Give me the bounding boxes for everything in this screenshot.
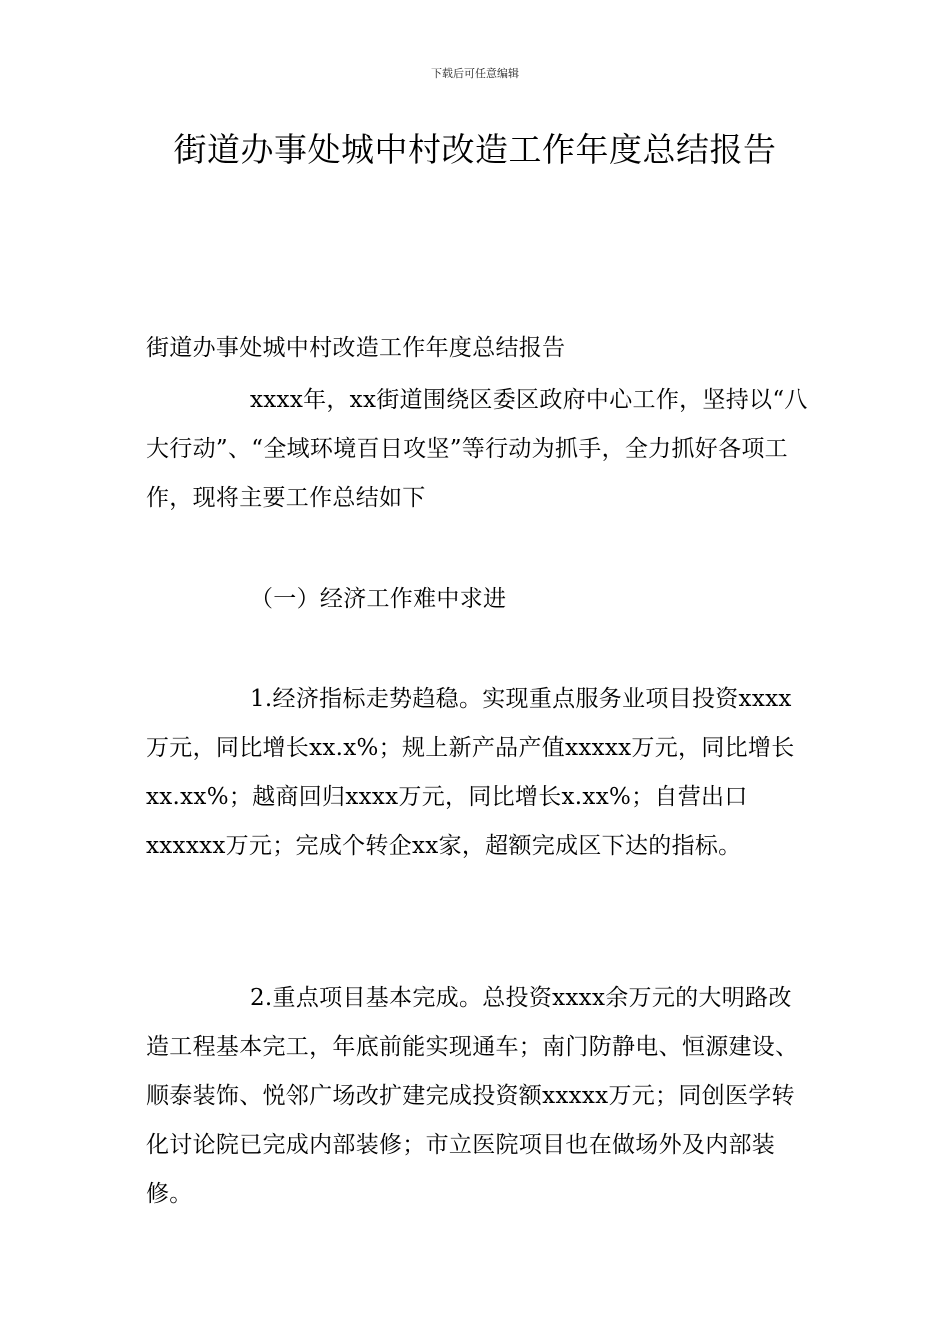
document-title: 街道办事处城中村改造工作年度总结报告 (173, 130, 777, 169)
header-note: 下载后可任意编辑 (431, 67, 519, 80)
intro-paragraph: xxxx年，xx街道围绕区委区政府中心工作，坚持以“八大行动”、“全域环境百日攻坚”等行动为抓手，全力抓好各项工作，现将主要工作总结如下 (146, 387, 808, 511)
document-subtitle: 街道办事处城中村改造工作年度总结报告 (146, 335, 566, 361)
section-heading: （一）经济工作难中求进 (250, 586, 507, 612)
paragraph-key-projects: 2.重点项目基本完成。总投资xxxx余万元的大明路改造工程基本完工，年底前能实现通车；南门防静电、恒源建设、顺泰装饰、悦邻广场改扩建完成投资额xxxxx万元；同创医学转化讨论院已完成内部装修；市立医院项目也在做场外及内部装修。 (146, 985, 799, 1207)
paragraph-economic-indicators: 1.经济指标走势趋稳。实现重点服务业项目投资xxxx万元，同比增长xx.x%；规上新产品产值xxxxx万元，同比增长xx.xx%；越商回归xxxx万元，同比增长x.xx%；自营出口xxxxxx万元；完成个转企xx家，超额完成区下达的指标。 (146, 686, 795, 859)
